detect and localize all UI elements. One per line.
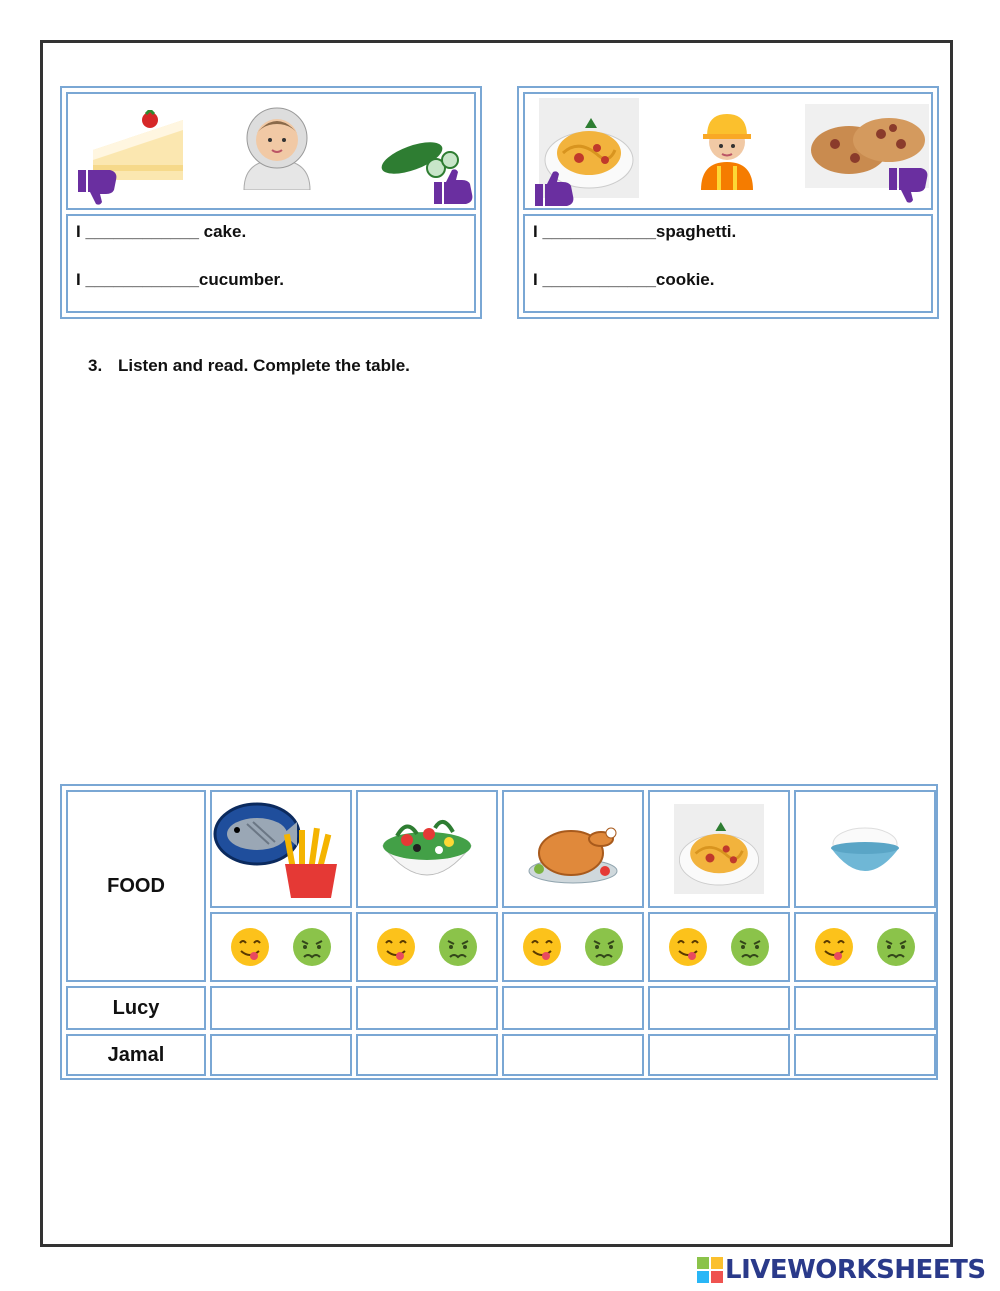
sick-face-icon — [438, 927, 478, 967]
face-cell-3 — [502, 912, 644, 982]
yummy-face-icon — [814, 927, 854, 967]
face-cell-5 — [794, 912, 936, 982]
sentence-cookie: I ____________cookie. — [533, 270, 715, 289]
food-header-cell — [66, 790, 206, 982]
row-name-jamal — [66, 1034, 206, 1076]
sick-face-icon — [876, 927, 916, 967]
instruction-number: 3. — [88, 356, 103, 375]
instruction-3 — [88, 356, 410, 376]
food-cell-1 — [210, 790, 352, 908]
face-cell-2 — [356, 912, 498, 982]
answer-cell-jamal-1[interactable] — [210, 1034, 352, 1076]
exercise-card-2 — [517, 86, 939, 319]
thumbs-up-icon — [533, 170, 577, 208]
food-cell-3 — [502, 790, 644, 908]
row-name-lucy — [66, 986, 206, 1030]
row-label: Lucy — [112, 996, 160, 1019]
answer-cell-jamal-5[interactable] — [794, 1034, 936, 1076]
exercise-card-1 — [60, 86, 482, 319]
answer-cell-lucy-4[interactable] — [648, 986, 790, 1030]
face-cell-1 — [210, 912, 352, 982]
yummy-face-icon — [230, 927, 270, 967]
answer-cell-jamal-4[interactable] — [648, 1034, 790, 1076]
yummy-face-icon — [376, 927, 416, 967]
row-label: Jamal — [107, 1043, 165, 1066]
sentence-cucumber: I ____________cucumber. — [76, 270, 284, 289]
roast-chicken-icon — [525, 809, 621, 889]
food-header-label: FOOD — [107, 874, 165, 897]
food-cell-4 — [648, 790, 790, 908]
answer-cell-jamal-2[interactable] — [356, 1034, 498, 1076]
salad-icon — [377, 804, 477, 894]
card-2-picture-row — [523, 92, 933, 210]
sick-face-icon — [584, 927, 624, 967]
sick-face-icon — [292, 927, 332, 967]
instruction-text: Listen and read. Complete the table. — [118, 356, 410, 375]
logo-mark-icon — [697, 1257, 723, 1283]
spaghetti-icon — [674, 804, 764, 894]
food-table — [60, 784, 938, 1080]
sick-face-icon — [730, 927, 770, 967]
answer-cell-lucy-2[interactable] — [356, 986, 498, 1030]
thumbs-down-icon — [76, 168, 120, 206]
answer-cell-lucy-5[interactable] — [794, 986, 936, 1030]
construction-worker-icon — [697, 104, 757, 190]
card-2-sentences — [523, 214, 933, 313]
sentence-spaghetti: I ____________spaghetti. — [533, 222, 737, 241]
face-cell-4 — [648, 912, 790, 982]
food-cell-5 — [794, 790, 936, 908]
yummy-face-icon — [522, 927, 562, 967]
liveworksheets-logo[interactable] — [697, 1254, 986, 1286]
logo-text: LIVEWORKSHEETS — [725, 1255, 986, 1285]
fish-and-chips-icon — [213, 794, 349, 904]
sentence-cake: I ____________ cake. — [76, 222, 247, 241]
astronaut-icon — [240, 104, 314, 190]
card-1-picture-row — [66, 92, 476, 210]
food-cell-2 — [356, 790, 498, 908]
rice-bowl-icon — [825, 814, 905, 884]
thumbs-down-icon — [887, 166, 931, 204]
card-1-sentences — [66, 214, 476, 313]
thumbs-up-icon — [432, 168, 476, 206]
answer-cell-lucy-1[interactable] — [210, 986, 352, 1030]
answer-cell-jamal-3[interactable] — [502, 1034, 644, 1076]
yummy-face-icon — [668, 927, 708, 967]
answer-cell-lucy-3[interactable] — [502, 986, 644, 1030]
